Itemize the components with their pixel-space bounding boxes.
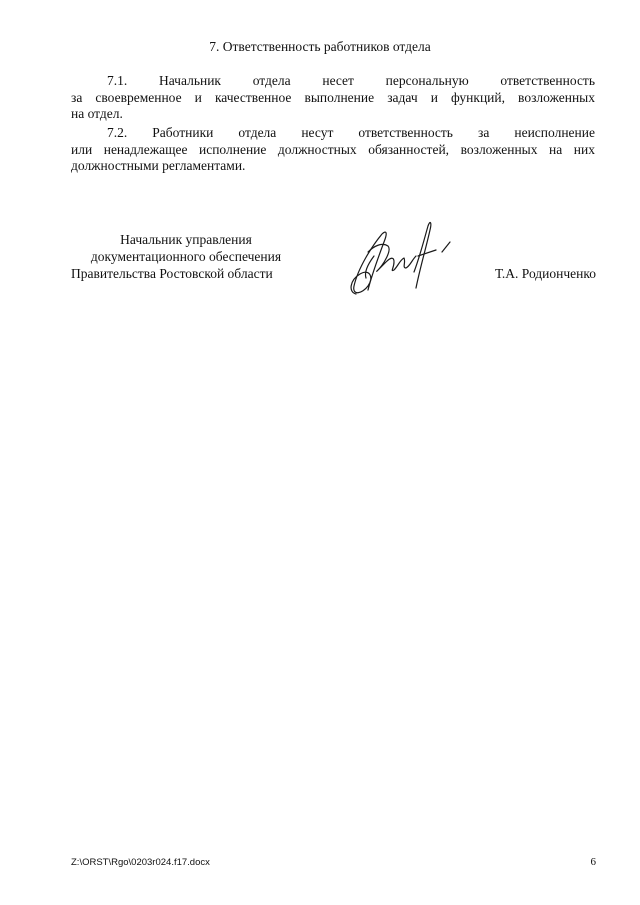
signer-name: Т.А. Родионченко (495, 266, 596, 281)
position-line: Правительства Ростовской области (71, 266, 273, 281)
page-number: 6 (590, 856, 596, 868)
position-line: документационного обеспечения (90, 249, 282, 264)
position-line: Начальник управления (120, 232, 252, 247)
paragraph-line: 7.1. Начальник отдела несет персональную ответственность (107, 73, 595, 88)
paragraph-7-2 (71, 125, 595, 175)
paragraph-line: на отдел. (71, 106, 123, 121)
footer-file-path: Z:\ORST\Rgo\0203r024.f17.docx (71, 857, 210, 868)
paragraph-line: за своевременное и качественное выполнение задач и функций, возложенных (71, 89, 595, 105)
signatory-position (71, 231, 301, 282)
paragraph-line: 7.2. Работники отдела несут ответственность за неисполнение (107, 125, 595, 140)
handwritten-signature (338, 212, 456, 308)
paragraph-line: должностными регламентами. (71, 158, 246, 173)
section-title: 7. Ответственность работников отдела (209, 39, 431, 54)
paragraph-line: или ненадлежащее исполнение должностных обязанностей, возложенных на них (71, 141, 595, 157)
paragraph-7-1 (71, 73, 595, 123)
